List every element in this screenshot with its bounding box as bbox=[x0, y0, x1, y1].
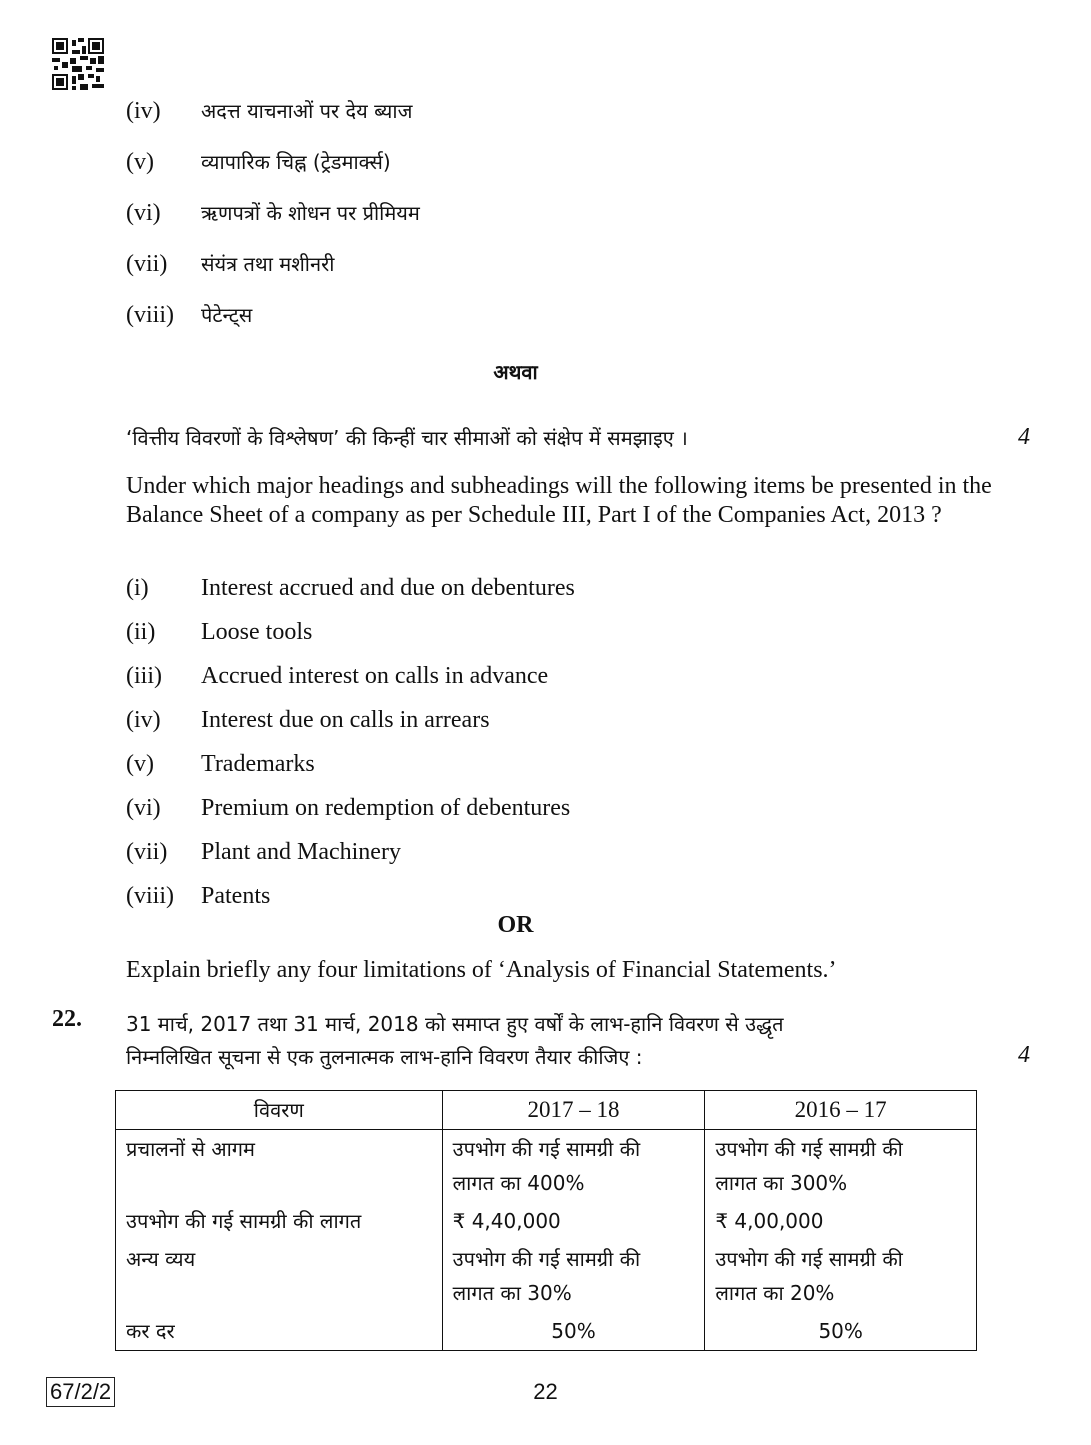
table-cell: उपभोग की गई सामग्री की लागत का 30% bbox=[442, 1240, 705, 1312]
list-item: (v) Trademarks bbox=[126, 751, 315, 777]
row-label: उपभोग की गई सामग्री की लागत bbox=[116, 1202, 443, 1240]
list-item: (i) Interest accrued and due on debentures bbox=[126, 575, 575, 601]
table-cell: उपभोग की गई सामग्री की लागत का 400% bbox=[442, 1130, 705, 1203]
question-number-22: 22. bbox=[52, 1006, 82, 1032]
table-cell: उपभोग की गई सामग्री की लागत का 300% bbox=[705, 1130, 977, 1203]
marks-q22: 4 bbox=[1018, 1042, 1030, 1068]
column-header-2017-18: 2017 – 18 bbox=[442, 1091, 705, 1130]
column-header-particulars: विवरण bbox=[116, 1091, 443, 1130]
list-item: (iv) अदत्त याचनाओं पर देय ब्याज bbox=[126, 98, 413, 124]
list-item: (ii) Loose tools bbox=[126, 619, 313, 645]
list-item: (viii) पेटेन्ट्स bbox=[126, 302, 253, 328]
row-label: अन्य व्यय bbox=[116, 1240, 443, 1312]
list-item: (vii) Plant and Machinery bbox=[126, 839, 401, 865]
row-label: प्रचालनों से आगम bbox=[116, 1130, 443, 1203]
list-item: (vi) ऋणपत्रों के शोधन पर प्रीमियम bbox=[126, 200, 420, 226]
or-heading-hindi: अथवा bbox=[493, 360, 538, 384]
table-row bbox=[116, 1202, 977, 1240]
list-item: (iv) Interest due on calls in arrears bbox=[126, 707, 490, 733]
data-table bbox=[115, 1090, 977, 1351]
table-cell: ₹ 4,40,000 bbox=[442, 1202, 705, 1240]
qr-code-icon bbox=[52, 38, 104, 90]
table-row bbox=[116, 1130, 977, 1203]
table-cell: 50% bbox=[705, 1312, 977, 1351]
table-cell: ₹ 4,00,000 bbox=[705, 1202, 977, 1240]
list-item: (vi) Premium on redemption of debentures bbox=[126, 795, 571, 821]
english-question: Under which major headings and subheadings will the following items be presented in the Balance Sheet of a company as per Schedule III, Part I of the Companies Act, 2013 ? bbox=[126, 473, 992, 528]
list-item: (iii) Accrued interest on calls in advance bbox=[126, 663, 549, 689]
column-header-2016-17: 2016 – 17 bbox=[705, 1091, 977, 1130]
hindi-alt-question: ‘वित्तीय विवरणों के विश्लेषण’ की किन्हीं चार सीमाओं को संक्षेप में समझाइए । bbox=[126, 426, 688, 450]
list-item: (v) व्यापारिक चिह्न (ट्रेडमार्क्स) bbox=[126, 149, 391, 175]
table-cell: उपभोग की गई सामग्री की लागत का 20% bbox=[705, 1240, 977, 1312]
marks-q21: 4 bbox=[1018, 424, 1030, 450]
or-heading-english: OR bbox=[497, 912, 534, 938]
row-label: कर दर bbox=[116, 1312, 443, 1351]
list-item: (vii) संयंत्र तथा मशीनरी bbox=[126, 251, 335, 277]
table-row bbox=[116, 1240, 977, 1312]
page-number: 22 bbox=[533, 1379, 558, 1404]
list-item: (viii) Patents bbox=[126, 883, 271, 909]
table-cell: 50% bbox=[442, 1312, 705, 1351]
question-22-text: 31 मार्च, 2017 तथा 31 मार्च, 2018 को समाप्त हुए वर्षों के लाभ-हानि विवरण से उद्धृत निम्नलिखित सूचना से एक तुलनात्मक लाभ-हानि विवरण तैयार कीजिए : bbox=[126, 1012, 784, 1069]
table-header-row bbox=[116, 1091, 977, 1130]
paper-code: 67/2/2 bbox=[46, 1377, 115, 1407]
table-row bbox=[116, 1312, 977, 1351]
english-alt-question: Explain briefly any four limitations of ‘Analysis of Financial Statements.’ bbox=[126, 957, 837, 983]
